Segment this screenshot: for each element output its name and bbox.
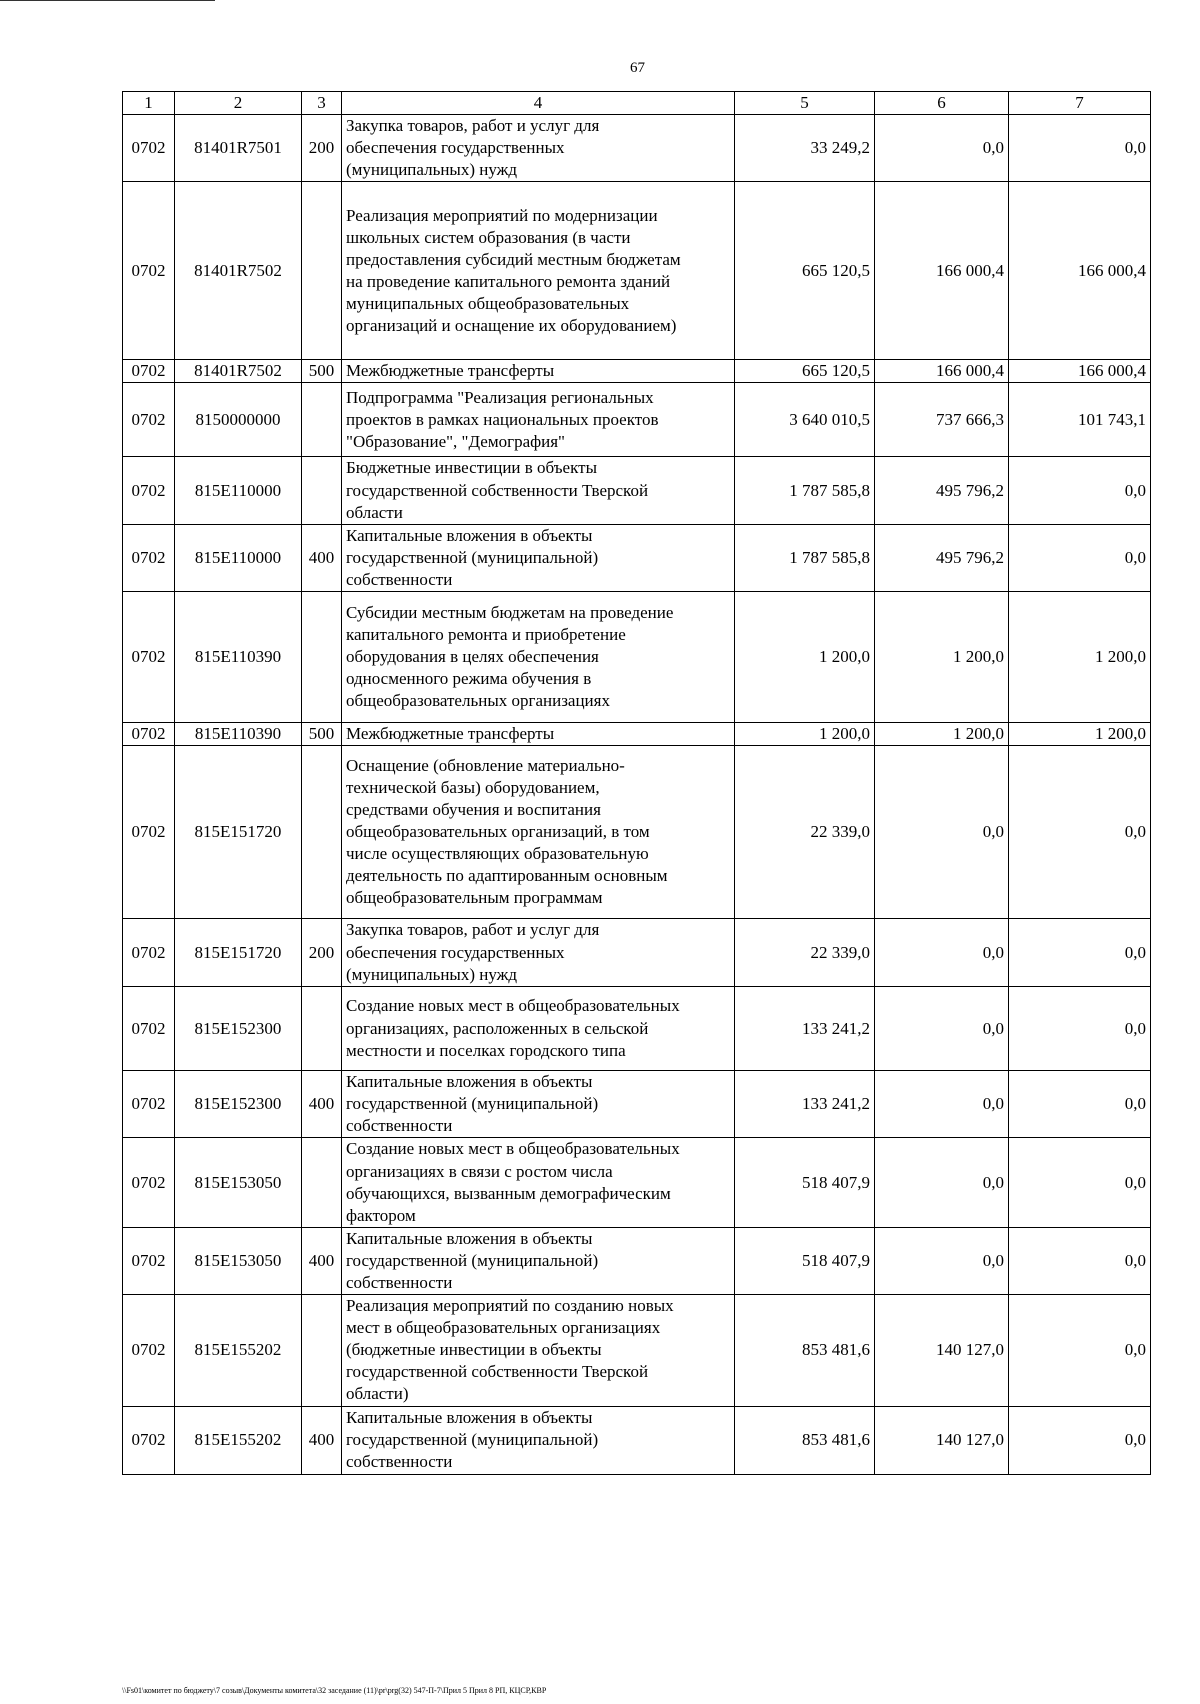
cell-expense-type — [302, 592, 342, 723]
cell-amount-col6: 140 127,0 — [875, 1406, 1009, 1474]
description-line: (бюджетные инвестиции в объекты — [346, 1340, 602, 1360]
cell-section: 0702 — [123, 919, 175, 987]
description-line: деятельность по адаптированным основным — [346, 866, 668, 886]
description-line: государственной (муниципальной) — [346, 1429, 599, 1449]
cell-amount-col7: 0,0 — [1009, 1227, 1151, 1294]
description-line: государственной (муниципальной) — [346, 1250, 599, 1270]
description-line: (муниципальных) нужд — [346, 964, 518, 984]
header-col-3: 3 — [302, 92, 342, 115]
cell-description — [342, 746, 735, 919]
cell-expense-type — [302, 383, 342, 457]
description-line: общеобразовательных организаций, в том — [346, 822, 650, 842]
cell-amount-col5: 133 241,2 — [735, 1071, 875, 1138]
cell-target-code: 815E153050 — [175, 1227, 302, 1294]
cell-description — [342, 1227, 735, 1294]
description-line: числе осуществляющих образовательную — [346, 844, 649, 864]
cell-description — [342, 115, 735, 182]
description-line: организаций и оснащение их оборудованием) — [346, 316, 677, 336]
cell-amount-col7: 1 200,0 — [1009, 592, 1151, 723]
description-line: обучающихся, вызванным демографическим — [346, 1183, 671, 1203]
table-row — [123, 987, 1151, 1071]
cell-expense-type — [302, 1295, 342, 1406]
header-col-6: 6 — [875, 92, 1009, 115]
cell-section: 0702 — [123, 1071, 175, 1138]
cell-description — [342, 1406, 735, 1474]
budget-table — [122, 91, 1151, 1475]
description-line: Реализация мероприятий по модернизации — [346, 205, 658, 225]
table-row — [123, 457, 1151, 524]
description-line: общеобразовательным программам — [346, 888, 603, 908]
cell-amount-col7: 0,0 — [1009, 524, 1151, 591]
cell-amount-col7: 166 000,4 — [1009, 182, 1151, 360]
cell-target-code: 815E110390 — [175, 723, 302, 746]
cell-amount-col7: 0,0 — [1009, 1138, 1151, 1227]
cell-amount-col6: 0,0 — [875, 1071, 1009, 1138]
cell-target-code: 815E155202 — [175, 1295, 302, 1406]
cell-description — [342, 383, 735, 457]
description-line: собственности — [346, 1116, 453, 1136]
cell-section: 0702 — [123, 1138, 175, 1227]
description-line: Создание новых мест в общеобразовательных — [346, 996, 680, 1016]
cell-target-code: 815E152300 — [175, 1071, 302, 1138]
cell-expense-type — [302, 987, 342, 1071]
description-line: технической базы) оборудованием, — [346, 777, 600, 797]
cell-amount-col5: 1 787 585,8 — [735, 457, 875, 524]
table-row — [123, 182, 1151, 360]
cell-amount-col7: 0,0 — [1009, 746, 1151, 919]
cell-target-code: 81401R7502 — [175, 182, 302, 360]
cell-amount-col7: 166 000,4 — [1009, 360, 1151, 383]
description-line: местности и поселках городского типа — [346, 1040, 626, 1060]
description-line: фактором — [346, 1205, 416, 1225]
description-line: области) — [346, 1384, 409, 1404]
cell-amount-col5: 665 120,5 — [735, 360, 875, 383]
table-row — [123, 524, 1151, 591]
cell-amount-col5: 22 339,0 — [735, 919, 875, 987]
cell-target-code: 815E155202 — [175, 1406, 302, 1474]
cell-section: 0702 — [123, 1295, 175, 1406]
cell-target-code: 815E110390 — [175, 592, 302, 723]
cell-amount-col7: 0,0 — [1009, 1406, 1151, 1474]
cell-description — [342, 592, 735, 723]
table-row — [123, 383, 1151, 457]
description-line: обеспечения государственных — [346, 942, 565, 962]
cell-amount-col6: 140 127,0 — [875, 1295, 1009, 1406]
description-line: Реализация мероприятий по созданию новых — [346, 1296, 674, 1316]
cell-section: 0702 — [123, 746, 175, 919]
header-col-2: 2 — [175, 92, 302, 115]
cell-expense-type: 200 — [302, 919, 342, 987]
description-line: Создание новых мест в общеобразовательных — [346, 1139, 680, 1159]
cell-target-code: 815E110000 — [175, 524, 302, 591]
cell-section: 0702 — [123, 182, 175, 360]
description-line: средствами обучения и воспитания — [346, 799, 601, 819]
header-col-4: 4 — [342, 92, 735, 115]
table-row — [123, 592, 1151, 723]
cell-description — [342, 1295, 735, 1406]
header-row — [123, 92, 1151, 115]
cell-amount-col5: 3 640 010,5 — [735, 383, 875, 457]
cell-description — [342, 1138, 735, 1227]
page-number: 67 — [630, 60, 645, 76]
description-line: государственной (муниципальной) — [346, 1094, 599, 1114]
cell-section: 0702 — [123, 360, 175, 383]
cell-target-code: 815E110000 — [175, 457, 302, 524]
cell-expense-type — [302, 457, 342, 524]
cell-target-code: 81401R7502 — [175, 360, 302, 383]
file-path-footer: \\Fs01\комитет по бюджету\7 созыв\Документы комитета\32 заседание (11)\pr\prg(32) 547-П-7\Прил 5 Прил 8 РП, КЦСР,КВР — [122, 1686, 547, 1695]
description-line: оборудования в целях обеспечения — [346, 646, 599, 666]
cell-section: 0702 — [123, 457, 175, 524]
description-line: организациях, расположенных в сельской — [346, 1018, 649, 1038]
cell-amount-col7: 0,0 — [1009, 987, 1151, 1071]
description-line: проектов в рамках национальных проектов — [346, 409, 659, 429]
cell-amount-col6: 0,0 — [875, 919, 1009, 987]
cell-amount-col6: 1 200,0 — [875, 592, 1009, 723]
description-line: капитального ремонта и приобретение — [346, 624, 626, 644]
cell-amount-col6: 495 796,2 — [875, 457, 1009, 524]
cell-target-code: 815E152300 — [175, 987, 302, 1071]
description-line: Закупка товаров, работ и услуг для — [346, 920, 600, 940]
cell-amount-col7: 0,0 — [1009, 1295, 1151, 1406]
cell-expense-type: 500 — [302, 723, 342, 746]
cell-description — [342, 723, 735, 746]
description-line: Субсидии местным бюджетам на проведение — [346, 602, 674, 622]
table-row — [123, 746, 1151, 919]
description-line: собственности — [346, 569, 453, 589]
cell-description — [342, 457, 735, 524]
description-line: односменного режима обучения в — [346, 669, 592, 689]
table-row — [123, 1071, 1151, 1138]
description-line: Бюджетные инвестиции в объекты — [346, 458, 597, 478]
description-line: государственной собственности Тверской — [346, 480, 649, 500]
description-line: Закупка товаров, работ и услуг для — [346, 116, 600, 136]
cell-amount-col5: 518 407,9 — [735, 1227, 875, 1294]
cell-amount-col6: 1 200,0 — [875, 723, 1009, 746]
cell-amount-col5: 1 787 585,8 — [735, 524, 875, 591]
cell-amount-col7: 1 200,0 — [1009, 723, 1151, 746]
cell-description — [342, 524, 735, 591]
cell-amount-col5: 22 339,0 — [735, 746, 875, 919]
description-line: (муниципальных) нужд — [346, 160, 518, 180]
table-row — [123, 919, 1151, 987]
cell-amount-col5: 665 120,5 — [735, 182, 875, 360]
cell-target-code: 815E151720 — [175, 919, 302, 987]
description-line: на проведение капитального ремонта зданий — [346, 271, 671, 291]
description-line: Капитальные вложения в объекты — [346, 1072, 593, 1092]
table-row — [123, 1138, 1151, 1227]
cell-amount-col5: 133 241,2 — [735, 987, 875, 1071]
header-col-7: 7 — [1009, 92, 1151, 115]
description-line: предоставления субсидий местным бюджетам — [346, 249, 681, 269]
table-body — [123, 115, 1151, 1474]
cell-amount-col6: 737 666,3 — [875, 383, 1009, 457]
description-line: собственности — [346, 1452, 453, 1472]
cell-expense-type — [302, 746, 342, 919]
description-line: государственной собственности Тверской — [346, 1362, 649, 1382]
description-line: Капитальные вложения в объекты — [346, 1407, 593, 1427]
description-line: Капитальные вложения в объекты — [346, 1228, 593, 1248]
cell-section: 0702 — [123, 1406, 175, 1474]
cell-target-code: 8150000000 — [175, 383, 302, 457]
cell-amount-col5: 853 481,6 — [735, 1295, 875, 1406]
description-line: Подпрограмма "Реализация региональных — [346, 387, 654, 407]
table-row — [123, 115, 1151, 182]
description-line: Капитальные вложения в объекты — [346, 525, 593, 545]
cell-amount-col6: 0,0 — [875, 746, 1009, 919]
cell-expense-type: 400 — [302, 1227, 342, 1294]
cell-amount-col5: 1 200,0 — [735, 723, 875, 746]
table-row — [123, 1406, 1151, 1474]
cell-expense-type — [302, 182, 342, 360]
description-line: мест в общеобразовательных организациях — [346, 1318, 661, 1338]
description-line: Оснащение (обновление материально- — [346, 755, 625, 775]
cell-amount-col5: 518 407,9 — [735, 1138, 875, 1227]
description-line: школьных систем образования (в части — [346, 227, 631, 247]
cell-section: 0702 — [123, 383, 175, 457]
description-line: области — [346, 502, 403, 522]
cell-description — [342, 1071, 735, 1138]
description-line: собственности — [346, 1272, 453, 1292]
description-line: Межбюджетные трансферты — [346, 724, 555, 744]
description-line: "Образование", "Демография" — [346, 432, 565, 452]
cell-target-code: 81401R7501 — [175, 115, 302, 182]
cell-expense-type: 400 — [302, 1071, 342, 1138]
cell-amount-col6: 0,0 — [875, 1138, 1009, 1227]
cell-amount-col5: 853 481,6 — [735, 1406, 875, 1474]
cell-expense-type — [302, 1138, 342, 1227]
cell-description — [342, 182, 735, 360]
table-row — [123, 1295, 1151, 1406]
header-col-1: 1 — [123, 92, 175, 115]
cell-amount-col5: 1 200,0 — [735, 592, 875, 723]
cell-section: 0702 — [123, 592, 175, 723]
cell-target-code: 815E151720 — [175, 746, 302, 919]
cell-amount-col6: 0,0 — [875, 987, 1009, 1071]
cell-expense-type: 500 — [302, 360, 342, 383]
cell-amount-col6: 0,0 — [875, 115, 1009, 182]
description-line: Межбюджетные трансферты — [346, 361, 555, 381]
cell-amount-col7: 0,0 — [1009, 115, 1151, 182]
cell-section: 0702 — [123, 987, 175, 1071]
cell-amount-col7: 0,0 — [1009, 919, 1151, 987]
cell-expense-type: 400 — [302, 1406, 342, 1474]
description-line: организациях в связи с ростом числа — [346, 1161, 613, 1181]
cell-expense-type: 200 — [302, 115, 342, 182]
table-row — [123, 1227, 1151, 1294]
cell-amount-col6: 0,0 — [875, 1227, 1009, 1294]
cell-description — [342, 987, 735, 1071]
cell-amount-col5: 33 249,2 — [735, 115, 875, 182]
description-line: общеобразовательных организациях — [346, 691, 610, 711]
cell-amount-col6: 166 000,4 — [875, 360, 1009, 383]
cell-section: 0702 — [123, 524, 175, 591]
cell-description — [342, 360, 735, 383]
description-line: обеспечения государственных — [346, 138, 565, 158]
cell-expense-type: 400 — [302, 524, 342, 591]
table-row — [123, 723, 1151, 746]
cell-section: 0702 — [123, 723, 175, 746]
cell-amount-col6: 495 796,2 — [875, 524, 1009, 591]
description-line: муниципальных общеобразовательных — [346, 293, 630, 313]
table-row — [123, 360, 1151, 383]
cell-amount-col7: 0,0 — [1009, 1071, 1151, 1138]
cell-amount-col6: 166 000,4 — [875, 182, 1009, 360]
scan-edge-line — [0, 0, 215, 1]
cell-target-code: 815E153050 — [175, 1138, 302, 1227]
cell-section: 0702 — [123, 1227, 175, 1294]
cell-section: 0702 — [123, 115, 175, 182]
description-line: государственной (муниципальной) — [346, 547, 599, 567]
cell-description — [342, 919, 735, 987]
header-col-5: 5 — [735, 92, 875, 115]
cell-amount-col7: 0,0 — [1009, 457, 1151, 524]
cell-amount-col7: 101 743,1 — [1009, 383, 1151, 457]
